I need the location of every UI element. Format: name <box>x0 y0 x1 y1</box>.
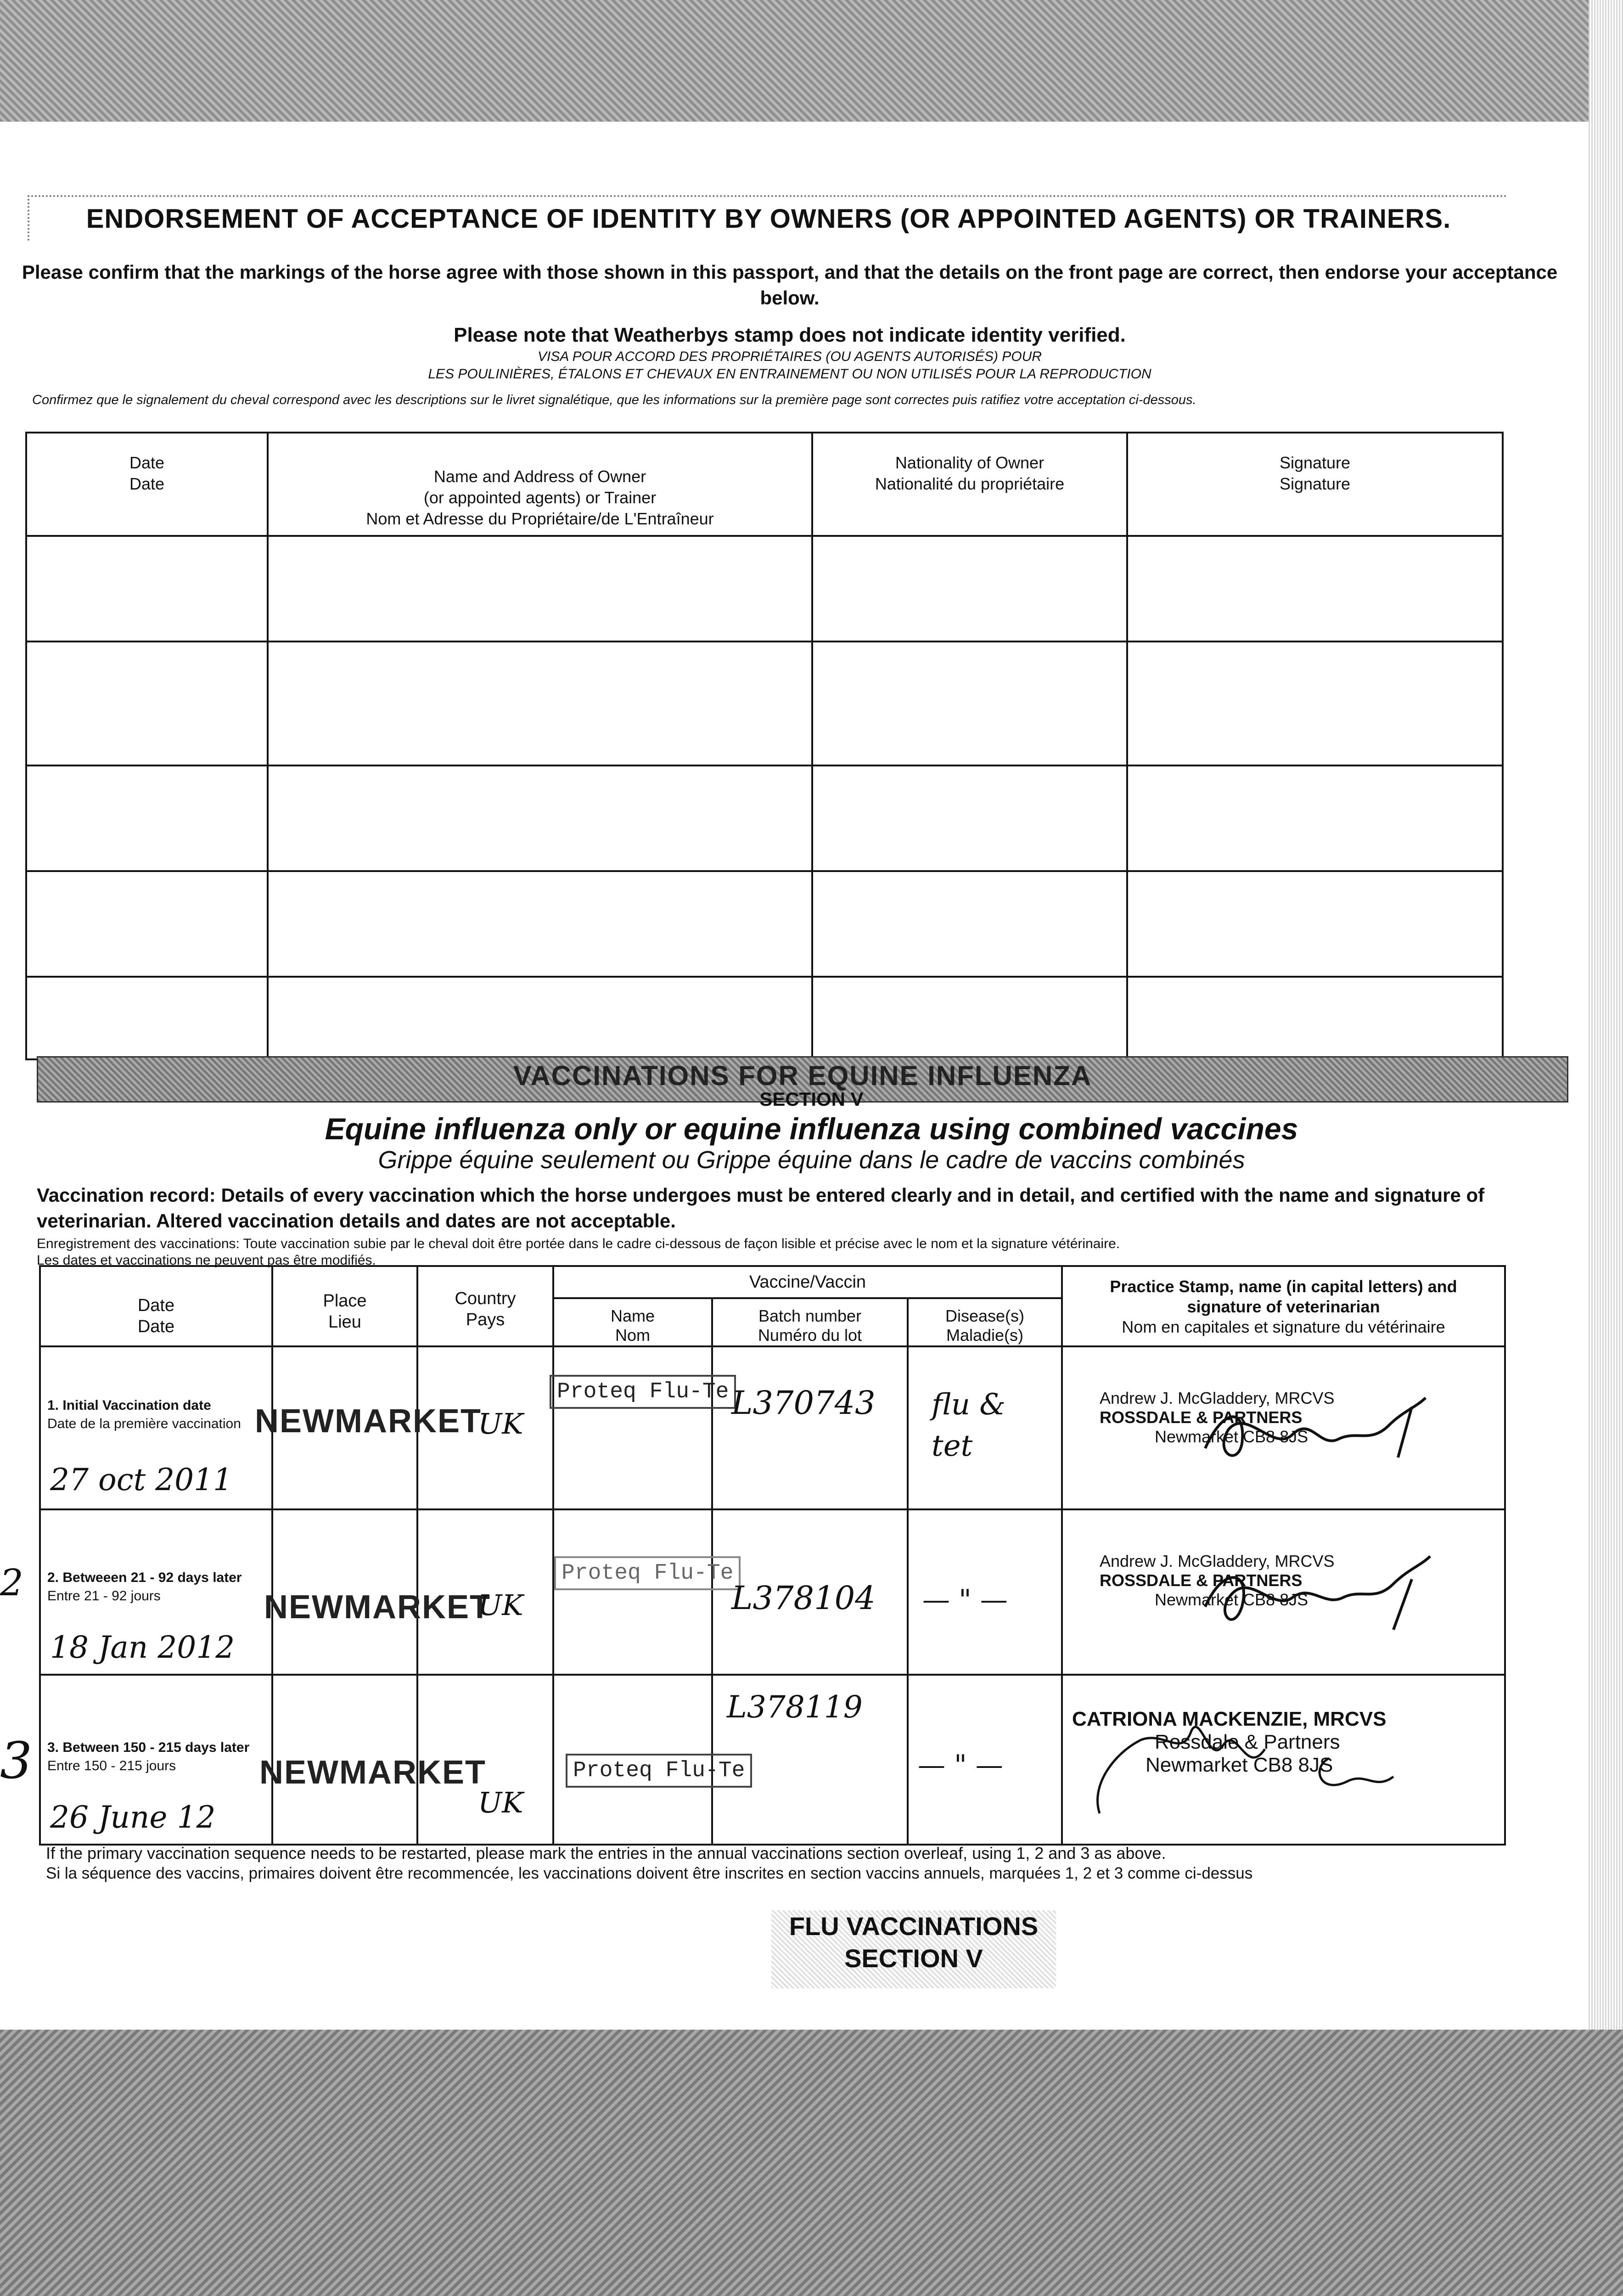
restart-note-fr: Si la séquence des vaccins, primaires doivent être recommencée, les vaccinations doivent être inscrites en section vaccins annuels, marquées 1, 2 et 3 comme ci-dessus <box>46 1864 1253 1882</box>
vaccination-record-body: Details of every vaccination which the horse undergoes must be entered clearly and in detail, and certified with the name and signature of veterinarian. Altered vaccination details and dates are not acceptable. <box>37 1184 1485 1232</box>
col-signature: Signature Signature <box>1127 433 1503 536</box>
margin-mark-2: 2 <box>0 1561 23 1604</box>
vaccine-stamp: Proteq Flu-Te <box>566 1754 752 1788</box>
place-stamp: NEWMARKET <box>264 1589 491 1626</box>
table-row <box>26 536 1503 642</box>
endorsement-table <box>25 432 1504 1060</box>
handwritten-country: UK <box>478 1588 523 1622</box>
endorsement-fr-line1: VISA POUR ACCORD DES PROPRIÉTAIRES (OU AGENTS AUTORISÉS) POUR <box>538 349 1042 364</box>
vaccinations-heading: Equine influenza only or equine influenza using combined vaccines <box>325 1112 1298 1146</box>
handwritten-country: UK <box>478 1407 523 1441</box>
col-disease: Disease(s) Maladie(s) <box>908 1298 1062 1346</box>
vaccine-stamp: Proteq Flu-Te <box>550 1375 736 1409</box>
endorsement-fr-line2: LES POULINIÈRES, ÉTALONS ET CHEVAUX EN ENTRAINEMENT OU NON UTILISÉS POUR LA REPRODUCTION <box>428 366 1151 382</box>
scan-border-bottom <box>0 2030 1623 2296</box>
margin-mark-3: 3 <box>0 1731 32 1790</box>
col-batch: Batch number Numéro du lot <box>712 1298 908 1346</box>
table-row <box>26 642 1503 765</box>
col-country: Country Pays <box>417 1266 553 1346</box>
handwritten-country: UK <box>478 1786 523 1819</box>
place-stamp: NEWMARKET <box>259 1754 486 1791</box>
vet-signature <box>1196 1379 1435 1471</box>
section-label: SECTION V <box>759 1088 864 1110</box>
handwritten-batch: L370743 <box>731 1384 876 1422</box>
handwritten-date: 26 June 12 <box>50 1800 216 1835</box>
handwritten-disease: flu & tet <box>932 1388 1006 1463</box>
table-row: 1. Initial Vaccination date Date de la première vaccination 27 oct 2011 NEWMARKET UK Proteq Flu-Te L370743 flu & tet Andrew J. McGladdery, MRCVS ROSSDALE & PARTNERS Newmarket CB8 8JS <box>40 1346 1505 1509</box>
vaccination-record-label: Vaccination record: <box>37 1184 216 1206</box>
col-owner: Name and Address of Owner (or appointed agents) or Trainer Nom et Adresse du Propriétaire/de L'Entraîneur <box>268 433 812 536</box>
handwritten-disease: — " — <box>918 1749 1003 1781</box>
handwritten-batch: L378104 <box>731 1579 876 1617</box>
endorsement-title: ENDORSEMENT OF ACCEPTANCE OF IDENTITY BY OWNERS (OR APPOINTED AGENTS) OR TRAINERS. <box>28 195 1508 241</box>
col-practice: Practice Stamp, name (in capital letters) and signature of veterinarian Nom en capitales et signature du vétérinaire <box>1062 1266 1505 1346</box>
restart-note-en: If the primary vaccination sequence needs to be restarted, please mark the entries in the annual vaccinations section overleaf, using 1, 2 and 3 as above. <box>46 1844 1166 1863</box>
col-vaccine-group: Vaccine/Vaccin <box>553 1266 1062 1298</box>
vet-signature <box>1072 1703 1430 1818</box>
handwritten-disease: — " — <box>922 1584 1008 1616</box>
flu-vaccinations-tab: FLU VACCINATIONS SECTION V <box>771 1910 1056 1988</box>
table-row <box>26 765 1503 871</box>
endorsement-note: Please note that Weatherbys stamp does not indicate identity verified. <box>454 324 1126 346</box>
vaccination-table <box>39 1265 1506 1846</box>
table-row: 3. Between 150 - 215 days later Entre 150 - 215 jours 26 June 12 NEWMARKET UK Proteq Flu-Te L378119 — " — CATRIONA MACKENZIE, MRCVS Rossdale & Partners Newmarket CB8 8JS <box>40 1675 1505 1845</box>
endorsement-fr-confirm: Confirmez que le signalement du cheval correspond avec les descriptions sur le livret signalétique, que les informations sur la première page sont correctes puis ratifiez votre acceptation ci-dessous. <box>32 393 1196 407</box>
handwritten-date: 18 Jan 2012 <box>50 1630 235 1665</box>
handwritten-date: 27 oct 2011 <box>50 1462 233 1497</box>
endorsement-instruction: Please confirm that the markings of the horse agree with those shown in this passport, and that the details on the front page are correct, then endorse your acceptance below. <box>22 261 1558 309</box>
col-place: Place Lieu <box>272 1266 417 1346</box>
handwritten-batch: L378119 <box>727 1689 863 1725</box>
vaccination-record-fr2: Les dates et vaccinations ne peuvent pas être modifiés. <box>37 1253 376 1268</box>
table-row <box>26 977 1503 1059</box>
col-date: Date Date <box>26 433 268 536</box>
col-nationality: Nationality of Owner Nationalité du propriétaire <box>812 433 1127 536</box>
vet-stamp: CATRIONA MACKENZIE, MRCVS Rossdale & Partners Newmarket CB8 8JS <box>1072 1708 1387 1776</box>
col-date: Date Date <box>40 1266 272 1346</box>
vet-stamp: Andrew J. McGladdery, MRCVS ROSSDALE & PARTNERS Newmarket CB8 8JS <box>1100 1389 1335 1446</box>
vaccinations-heading-fr: Grippe équine seulement ou Grippe équine dans le cadre de vaccins combinés <box>378 1146 1245 1174</box>
vet-stamp: Andrew J. McGladdery, MRCVS ROSSDALE & PARTNERS Newmarket CB8 8JS <box>1100 1552 1335 1609</box>
vaccinations-banner-text: VACCINATIONS FOR EQUINE INFLUENZA <box>513 1060 1092 1091</box>
place-stamp: NEWMARKET <box>255 1403 482 1440</box>
vaccine-stamp: Proteq Flu-Te <box>554 1556 741 1590</box>
vaccination-record-text <box>37 1182 1506 1234</box>
col-vaccine-name: Name Nom <box>553 1298 712 1346</box>
scan-border-top <box>0 0 1623 122</box>
vet-signature <box>1196 1542 1435 1643</box>
vaccination-record-fr1: Enregistrement des vaccinations: Toute vaccination subie par le cheval doit être portée dans le cadre ci-dessous de façon lisible et précise avec le nom et la signature vétérinaire. <box>37 1236 1120 1251</box>
table-row <box>26 871 1503 977</box>
table-row: 2. Betweeen 21 - 92 days later Entre 21 - 92 jours 18 Jan 2012 NEWMARKET UK Proteq Flu-Te L378104 — " — Andrew J. McGladdery, MRCVS ROSSDALE & PARTNERS Newmarket CB8 8JS <box>40 1509 1505 1675</box>
